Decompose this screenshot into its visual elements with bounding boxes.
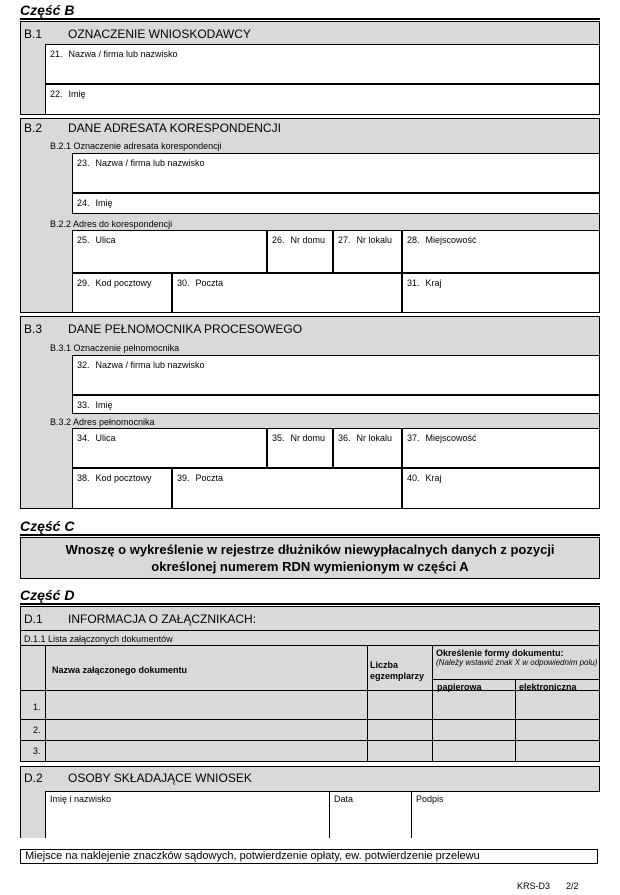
- subsection-b31: B.3.1 Oznaczenie pełnomocnika: [50, 343, 180, 353]
- field-label: Nr lokalu: [356, 433, 393, 443]
- section-number: D.2: [24, 771, 43, 785]
- field-30-post-office[interactable]: [172, 273, 402, 313]
- field-label: Imię: [68, 89, 86, 99]
- field-37-city[interactable]: [402, 428, 600, 468]
- table-col-divider: [432, 645, 433, 762]
- stamp-note: Miejsce na naklejenie znaczków sądowych, potwierdzenie opłaty, ew. potwierdzenie przelewu: [20, 849, 598, 864]
- section-title: DANE PEŁNOMOCNIKA PROCESOWEGO: [68, 322, 303, 336]
- table-row-divider: [20, 719, 600, 720]
- section-number: B.3: [24, 322, 43, 336]
- field-label: Ulica: [95, 235, 116, 245]
- field-number: 33.: [77, 400, 90, 410]
- field-label: Nazwa / firma lub nazwisko: [95, 158, 205, 168]
- field-number: 35.: [272, 433, 285, 443]
- field-38-postal-code[interactable]: [72, 468, 172, 509]
- part-d-heading: Część D: [20, 587, 75, 603]
- field-label: Poczta: [195, 278, 224, 288]
- field-number: 34.: [77, 433, 90, 443]
- divider: [20, 534, 600, 536]
- field-25-street[interactable]: [72, 230, 267, 273]
- field-number: 24.: [77, 198, 90, 208]
- subsection-b21: B.2.1 Oznaczenie adresata korespondencji: [50, 141, 222, 151]
- field-label: Nazwa / firma lub nazwisko: [68, 49, 178, 59]
- field-label: Kraj: [425, 473, 442, 483]
- table-col-divider: [45, 645, 46, 762]
- section-number: B.2: [24, 121, 43, 135]
- table-col-divider: [329, 791, 330, 838]
- field-number: 26.: [272, 235, 285, 245]
- field-32-name[interactable]: [72, 355, 600, 395]
- field-28-city[interactable]: [402, 230, 600, 273]
- col-copies-line-2: egzemplarzy: [370, 671, 425, 681]
- divider: [20, 630, 600, 631]
- field-label: Nr lokalu: [356, 235, 393, 245]
- field-number: 27.: [338, 235, 351, 245]
- table-col-divider: [367, 645, 368, 762]
- section-number: B.1: [24, 27, 43, 41]
- table-col-divider: [411, 791, 412, 838]
- field-label: Miejscowość: [425, 235, 477, 245]
- field-24-first-name[interactable]: [72, 193, 600, 214]
- subsection-b32: B.3.2 Adres pełnomocnika: [50, 417, 155, 427]
- field-number: 39.: [177, 473, 190, 483]
- field-27-apt-no[interactable]: [333, 230, 402, 273]
- col-signature: Podpis: [416, 794, 444, 804]
- table-col-divider: [515, 679, 516, 762]
- section-title: INFORMACJA O ZAŁĄCZNIKACH:: [68, 612, 257, 626]
- field-number: 37.: [407, 433, 420, 443]
- subsection-b22: B.2.2 Adres do korespondencji: [50, 219, 173, 229]
- field-22-first-name[interactable]: [45, 84, 600, 115]
- part-c-heading: Część C: [20, 518, 75, 534]
- field-label: Miejscowość: [425, 433, 477, 443]
- field-label: Kod pocztowy: [95, 278, 152, 288]
- field-number: 38.: [77, 473, 90, 483]
- part-b-heading: Część B: [20, 2, 75, 18]
- col-form-title: Określenie formy dokumentu:: [436, 648, 564, 658]
- col-copies: [370, 660, 424, 682]
- part-c-statement: [20, 541, 600, 575]
- part-c-line-1: Wnoszę o wykreślenie w rejestrze dłużników niewypłacalnych danych z pozycji: [65, 542, 555, 557]
- row-number: 1.: [33, 702, 41, 712]
- field-number: 30.: [177, 278, 190, 288]
- col-document-name: Nazwa załączonego dokumentu: [52, 665, 188, 675]
- col-form-note: (Należy wstawić znak X w odpowiednim polu): [436, 658, 598, 667]
- field-number: 25.: [77, 235, 90, 245]
- page-number: 2/2: [566, 881, 579, 891]
- field-number: 23.: [77, 158, 90, 168]
- row-number: 2.: [33, 725, 41, 735]
- col-full-name: Imię i nazwisko: [50, 794, 112, 804]
- col-document-form: [436, 648, 598, 668]
- field-number: 22.: [50, 89, 63, 99]
- part-c-line-2: określonej numerem RDN wymienionym w części A: [151, 559, 469, 574]
- field-label: Ulica: [95, 433, 116, 443]
- field-label: Nr domu: [290, 433, 326, 443]
- field-36-apt-no[interactable]: [333, 428, 402, 468]
- field-34-street[interactable]: [72, 428, 267, 468]
- col-paper: papierowa: [437, 682, 482, 692]
- col-electronic: elektroniczna: [519, 682, 577, 692]
- col-date: Data: [334, 794, 354, 804]
- field-33-first-name[interactable]: [72, 395, 600, 414]
- field-number: 21.: [50, 49, 63, 59]
- field-number: 29.: [77, 278, 90, 288]
- divider: [20, 18, 600, 20]
- section-title: OSOBY SKŁADAJĄCE WNIOSEK: [68, 771, 252, 785]
- field-number: 32.: [77, 360, 90, 370]
- field-31-country[interactable]: [402, 273, 600, 313]
- field-26-house-no[interactable]: [267, 230, 333, 273]
- signatures-table: [45, 791, 600, 838]
- form-code: KRS-D3: [517, 881, 551, 891]
- field-39-post-office[interactable]: [172, 468, 402, 509]
- field-40-country[interactable]: [402, 468, 600, 509]
- field-number: 31.: [407, 278, 420, 288]
- field-label: Imię: [95, 198, 113, 208]
- field-number: 28.: [407, 235, 420, 245]
- table-row-divider: [20, 740, 600, 741]
- table-header-divider: [20, 690, 600, 691]
- section-number: D.1: [24, 612, 43, 626]
- field-label: Poczta: [195, 473, 224, 483]
- section-title: OZNACZENIE WNIOSKODAWCY: [68, 27, 251, 41]
- divider: [20, 603, 600, 605]
- col-copies-line-1: Liczba: [370, 660, 399, 670]
- field-number: 36.: [338, 433, 351, 443]
- field-number: 40.: [407, 473, 420, 483]
- field-21-name[interactable]: [45, 44, 600, 84]
- table-subheader-divider: [432, 679, 600, 680]
- field-label: Nr domu: [290, 235, 326, 245]
- field-label: Imię: [95, 400, 113, 410]
- subsection-d11: D.1.1 Lista załączonych dokumentów: [24, 634, 173, 644]
- field-label: Kraj: [425, 278, 442, 288]
- field-29-postal-code[interactable]: [72, 273, 172, 313]
- field-35-house-no[interactable]: [267, 428, 333, 468]
- field-label: Nazwa / firma lub nazwisko: [95, 360, 205, 370]
- row-number: 3.: [33, 746, 41, 756]
- field-23-name[interactable]: [72, 153, 600, 193]
- section-title: DANE ADRESATA KORESPONDENCJI: [68, 121, 281, 135]
- field-label: Kod pocztowy: [95, 473, 152, 483]
